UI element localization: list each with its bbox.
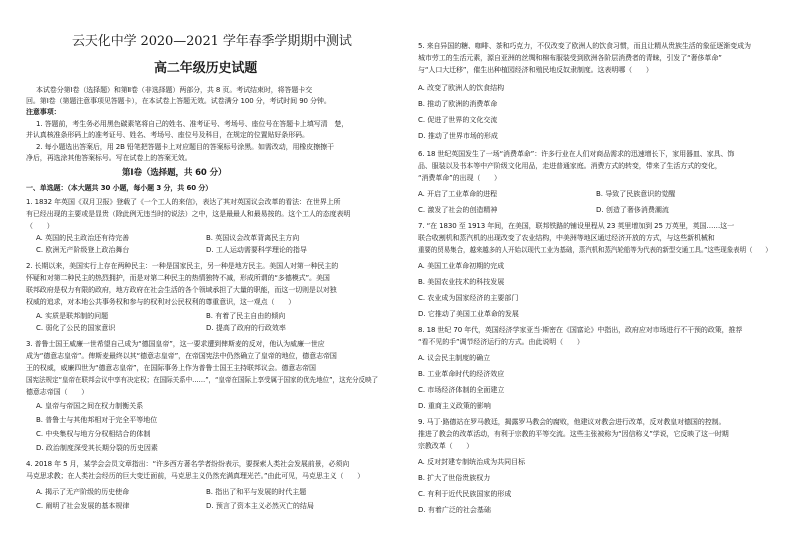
notice-heading: 注意事项： (26, 108, 61, 116)
question-2-option-a[interactable]: A. 实质是联邦制的问题 (36, 312, 109, 320)
question-2-text: 2. 长期以来，美国实行上存在两种民主：一种是国家民主，另一种是地方民主。美国人对第一种民主的 (26, 262, 339, 270)
question-5-option-a[interactable]: A. 改变了欧洲人的饮食结构 (418, 84, 505, 92)
question-2-option-d[interactable]: D. 提高了政府的行政效率 (206, 324, 286, 332)
question-3-option-b[interactable]: B. 普鲁士与其他邦相对于完全平等地位 (36, 416, 158, 424)
question-7-text: 重要的贸易集合，越来越多的人开始以现代工业为基础，蒸汽机和蒸汽轮船等为代表的新型交通工具。”这些现象表明（ ） (418, 246, 772, 254)
question-7-option-b[interactable]: B. 美国农业技术的科技发展 (418, 278, 505, 286)
question-6-option-d[interactable]: D. 创造了奢侈消费潮流 (596, 206, 669, 214)
question-8-option-b[interactable]: B. 工业革命时代的经济效应 (418, 370, 505, 378)
intro-line: 2. 每小题选出答案后，用 2B 铅笔把答题卡上对应题目的答案标号涂黑。如需改动，用橡皮擦擦干 (36, 143, 334, 151)
question-3-option-a[interactable]: A. 皇帝与帝国之间在权力制衡关系 (36, 402, 144, 410)
question-3-text: 国宪法规定“皇帝在联邦会议中享有决定权；在国际关系中……”，“皇帝在国际上享受属于国家的优先地位”，这充分反映了 (26, 376, 379, 384)
question-6-option-b[interactable]: B. 导致了民族意识的觉醒 (596, 190, 676, 198)
question-8-text: “看不见的手”调节经济运行的方式。由此说明（ ） (418, 338, 584, 346)
question-4-option-c[interactable]: C. 阐明了社会发展的基本规律 (36, 502, 130, 510)
exam-title: 云天化中学 2020—2021 学年春季学期期中测试 (72, 34, 352, 49)
question-5-text: 与“人口大迁移”，催生出种植园经济和殖民地反奴隶制度。这表明哪（ ） (418, 66, 653, 74)
section-heading: 一、单选题：（本大题共 30 小题，每小题 3 分，共 60 分） (26, 184, 213, 192)
question-4-text: 马克思求教；在人类社会经历的巨大变迁面前，马克思主义仍然充满真理光芒。”由此可见，马克思主义（ ） (26, 472, 365, 480)
question-7-option-a[interactable]: A. 美国工业革命初期的完成 (418, 262, 505, 270)
question-9-option-d[interactable]: D. 有着广泛的社会基础 (418, 506, 491, 514)
question-1-text: 1. 1832 年英国《双月卫报》登载了《一个工人的来信》，表达了其对英国议会改革的看法：在世界上所 (26, 198, 341, 206)
question-5-option-b[interactable]: B. 推动了欧洲的消费革命 (418, 100, 498, 108)
question-9-text: 推进了教会的改革活动，有利于宗教的平等交流。这些主张被称为“因信称义”学说，它反映了这一时期 (418, 430, 729, 438)
question-8-option-c[interactable]: C. 市场经济体制的全面建立 (418, 386, 505, 394)
question-2-text: 权威的追求，对本地公共事务权和参与的权利对公民权利的尊重意识，这一观点（ ） (26, 298, 296, 306)
question-8-option-d[interactable]: D. 重商主义政策的影响 (418, 402, 491, 410)
question-3-option-c[interactable]: C. 中央集权与地方分权相结合的体制 (36, 430, 151, 438)
question-4-option-a[interactable]: A. 揭示了无产阶级的历史使命 (36, 488, 130, 496)
question-4-text: 4. 2018 年 5 月，某学会会员文章指出：“许多西方著名学者纷纷表示，要探索人类社会发展前景，必须向 (26, 460, 350, 468)
question-3-text: 王的权威，威廉四世为“德意志皇帝”，在国际事务上作为普鲁士国王主持联邦议会。德意志帝国 (26, 364, 316, 372)
exam-subtitle: 高二年级历史试题 (154, 61, 258, 76)
intro-line: 净后，再选涂其他答案标号。写在试卷上的答案无效。 (26, 154, 192, 162)
question-2-text: 联邦政府是权力有限的政府，地方政府在社会生活的各个领域承担了大量的职能，而这一切则是以对独 (26, 286, 337, 294)
question-4-option-b[interactable]: B. 指出了和平与发展的时代主题 (206, 488, 307, 496)
intro-line: 本试卷分第Ⅰ卷（选择题）和第Ⅱ卷（非选择题）两部分，共 8 页。考试结束时，将答题卡交 (36, 86, 313, 94)
question-5-text: 城市劳工的生活元素，源自亚洲的丝绸和棉布服装受到欧洲各阶层消费者的青睐，引发了“奢侈革命” (418, 54, 722, 62)
question-3-text: 德意志帝国（ ） (26, 388, 89, 396)
part1-title: 第Ⅰ卷（选择题，共 60 分） (122, 168, 227, 178)
intro-line: 1. 答题前，考生务必用黑色碳素笔将自己的姓名、准考证号、考场号、座位号在答题卡上填写清 楚， (36, 120, 349, 128)
question-7-option-c[interactable]: C. 农业成为国家经济的主要部门 (418, 294, 519, 302)
question-8-option-a[interactable]: A. 议会民主制度的确立 (418, 354, 491, 362)
question-7-option-d[interactable]: D. 它推动了美国工业革命的发展 (418, 310, 519, 318)
question-2-text: 怀疑和对第二种民主的热烈拥护，而是对第二种民主的热情独特不减，形成所谓的“多德模式”。美国 (26, 274, 330, 282)
question-6-option-a[interactable]: A. 开启了工业革命的进程 (418, 190, 498, 198)
question-7-text: 联合收割机和蒸汽机的出现改变了农业结构，中美洲等地区通过经济开放的方式，与这些新机械和 (418, 234, 715, 242)
question-9-text: 宗教改革（ ） (418, 442, 474, 450)
question-2-option-c[interactable]: C. 弱化了公民的国家意识 (36, 324, 116, 332)
question-5-text: 5. 来自异国的糖、咖啡、茶和巧克力，不仅改变了欧洲人的饮食习惯，而且让精从贵族生活的象征逐渐变成为 (418, 42, 751, 50)
question-1-mark: （ ） (26, 222, 54, 230)
question-6-text: 6. 18 世纪英国发生了一场“消费革命”：许多行业在人们对商品需求的迅速增长下，家用器皿、家具、饰 (418, 150, 735, 158)
question-1-option-c[interactable]: C. 欧洲无产阶级登上政治舞台 (36, 246, 130, 254)
question-6-text: “消费革命”的出现（ ） (418, 174, 501, 182)
question-3-text: 成为“德意志皇帝”。俾斯麦最终以其“德意志皇帝”，在帝国宪法中仍然确立了皇帝的地位，德意志帝国 (26, 352, 337, 360)
question-5-option-c[interactable]: C. 促进了世界的文化交流 (418, 116, 498, 124)
intro-line: 回。第Ⅰ卷（第题注意事项见答题卡），在本试卷上答题无效。试卷满分 100 分，考试时间 90 分钟。 (26, 97, 331, 105)
question-9-option-a[interactable]: A. 反对封建专制统治成为共同目标 (418, 458, 526, 466)
question-4-option-d[interactable]: D. 预言了资本主义必然灭亡的结局 (206, 502, 314, 510)
question-9-option-c[interactable]: C. 有利于近代民族国家的形成 (418, 490, 512, 498)
question-7-text: 7. “在 1830 至 1913 年间，在美国，联邦铁路的铺设里程从 23 英里增加到 25 万英里，英国……这一 (418, 222, 734, 230)
question-1-option-a[interactable]: A. 英国的民主政治还有待完善 (36, 234, 130, 242)
question-9-option-b[interactable]: B. 扩大了世俗贵族权力 (418, 474, 491, 482)
question-6-text: 品、服装以及书本等中产阶级文化用品，走进普通家庭。消费方式的转变，带来了生活方式的变化， (418, 162, 722, 170)
question-5-option-d[interactable]: D. 推动了世界市场的形成 (418, 132, 498, 140)
question-6-option-c[interactable]: C. 激发了社会的创造精神 (418, 206, 498, 214)
question-3-option-d[interactable]: D. 政治制度深受其长期分裂的历史因素 (36, 444, 158, 452)
question-1-option-b[interactable]: B. 英国议会改革背离民主方向 (206, 234, 300, 242)
question-1-option-d[interactable]: D. 工人运动需要科学理论的指导 (206, 246, 307, 254)
question-3-text: 3. 普鲁士国王威廉一世希望自己成为“德国皇帝”，这一要求遭到俾斯麦的反对，他认为威廉一世应 (26, 340, 325, 348)
question-2-option-b[interactable]: B. 有着了民主自由的倾向 (206, 312, 286, 320)
question-9-text: 9. 马丁·路德站在罗马教廷，揭露罗马教会的腐败，他建议对教会进行改革，反对教皇对德国的控制。 (418, 418, 726, 426)
question-1-text: 有已经出现的主要或是显贵（除此例无违当时的说法）之中，这是最最人和最易按的。这个工人的态度表明 (26, 210, 351, 218)
intro-line: 并认真核准条形码上的准考证号、姓名、考场号、座位号及科目，在规定的位置贴好条形码。 (26, 131, 309, 139)
question-8-text: 8. 18 世纪 70 年代，英国经济学家亚当·斯密在《国富论》中指出，政府应对市场进行不干预的政策，推荐 (418, 326, 743, 334)
